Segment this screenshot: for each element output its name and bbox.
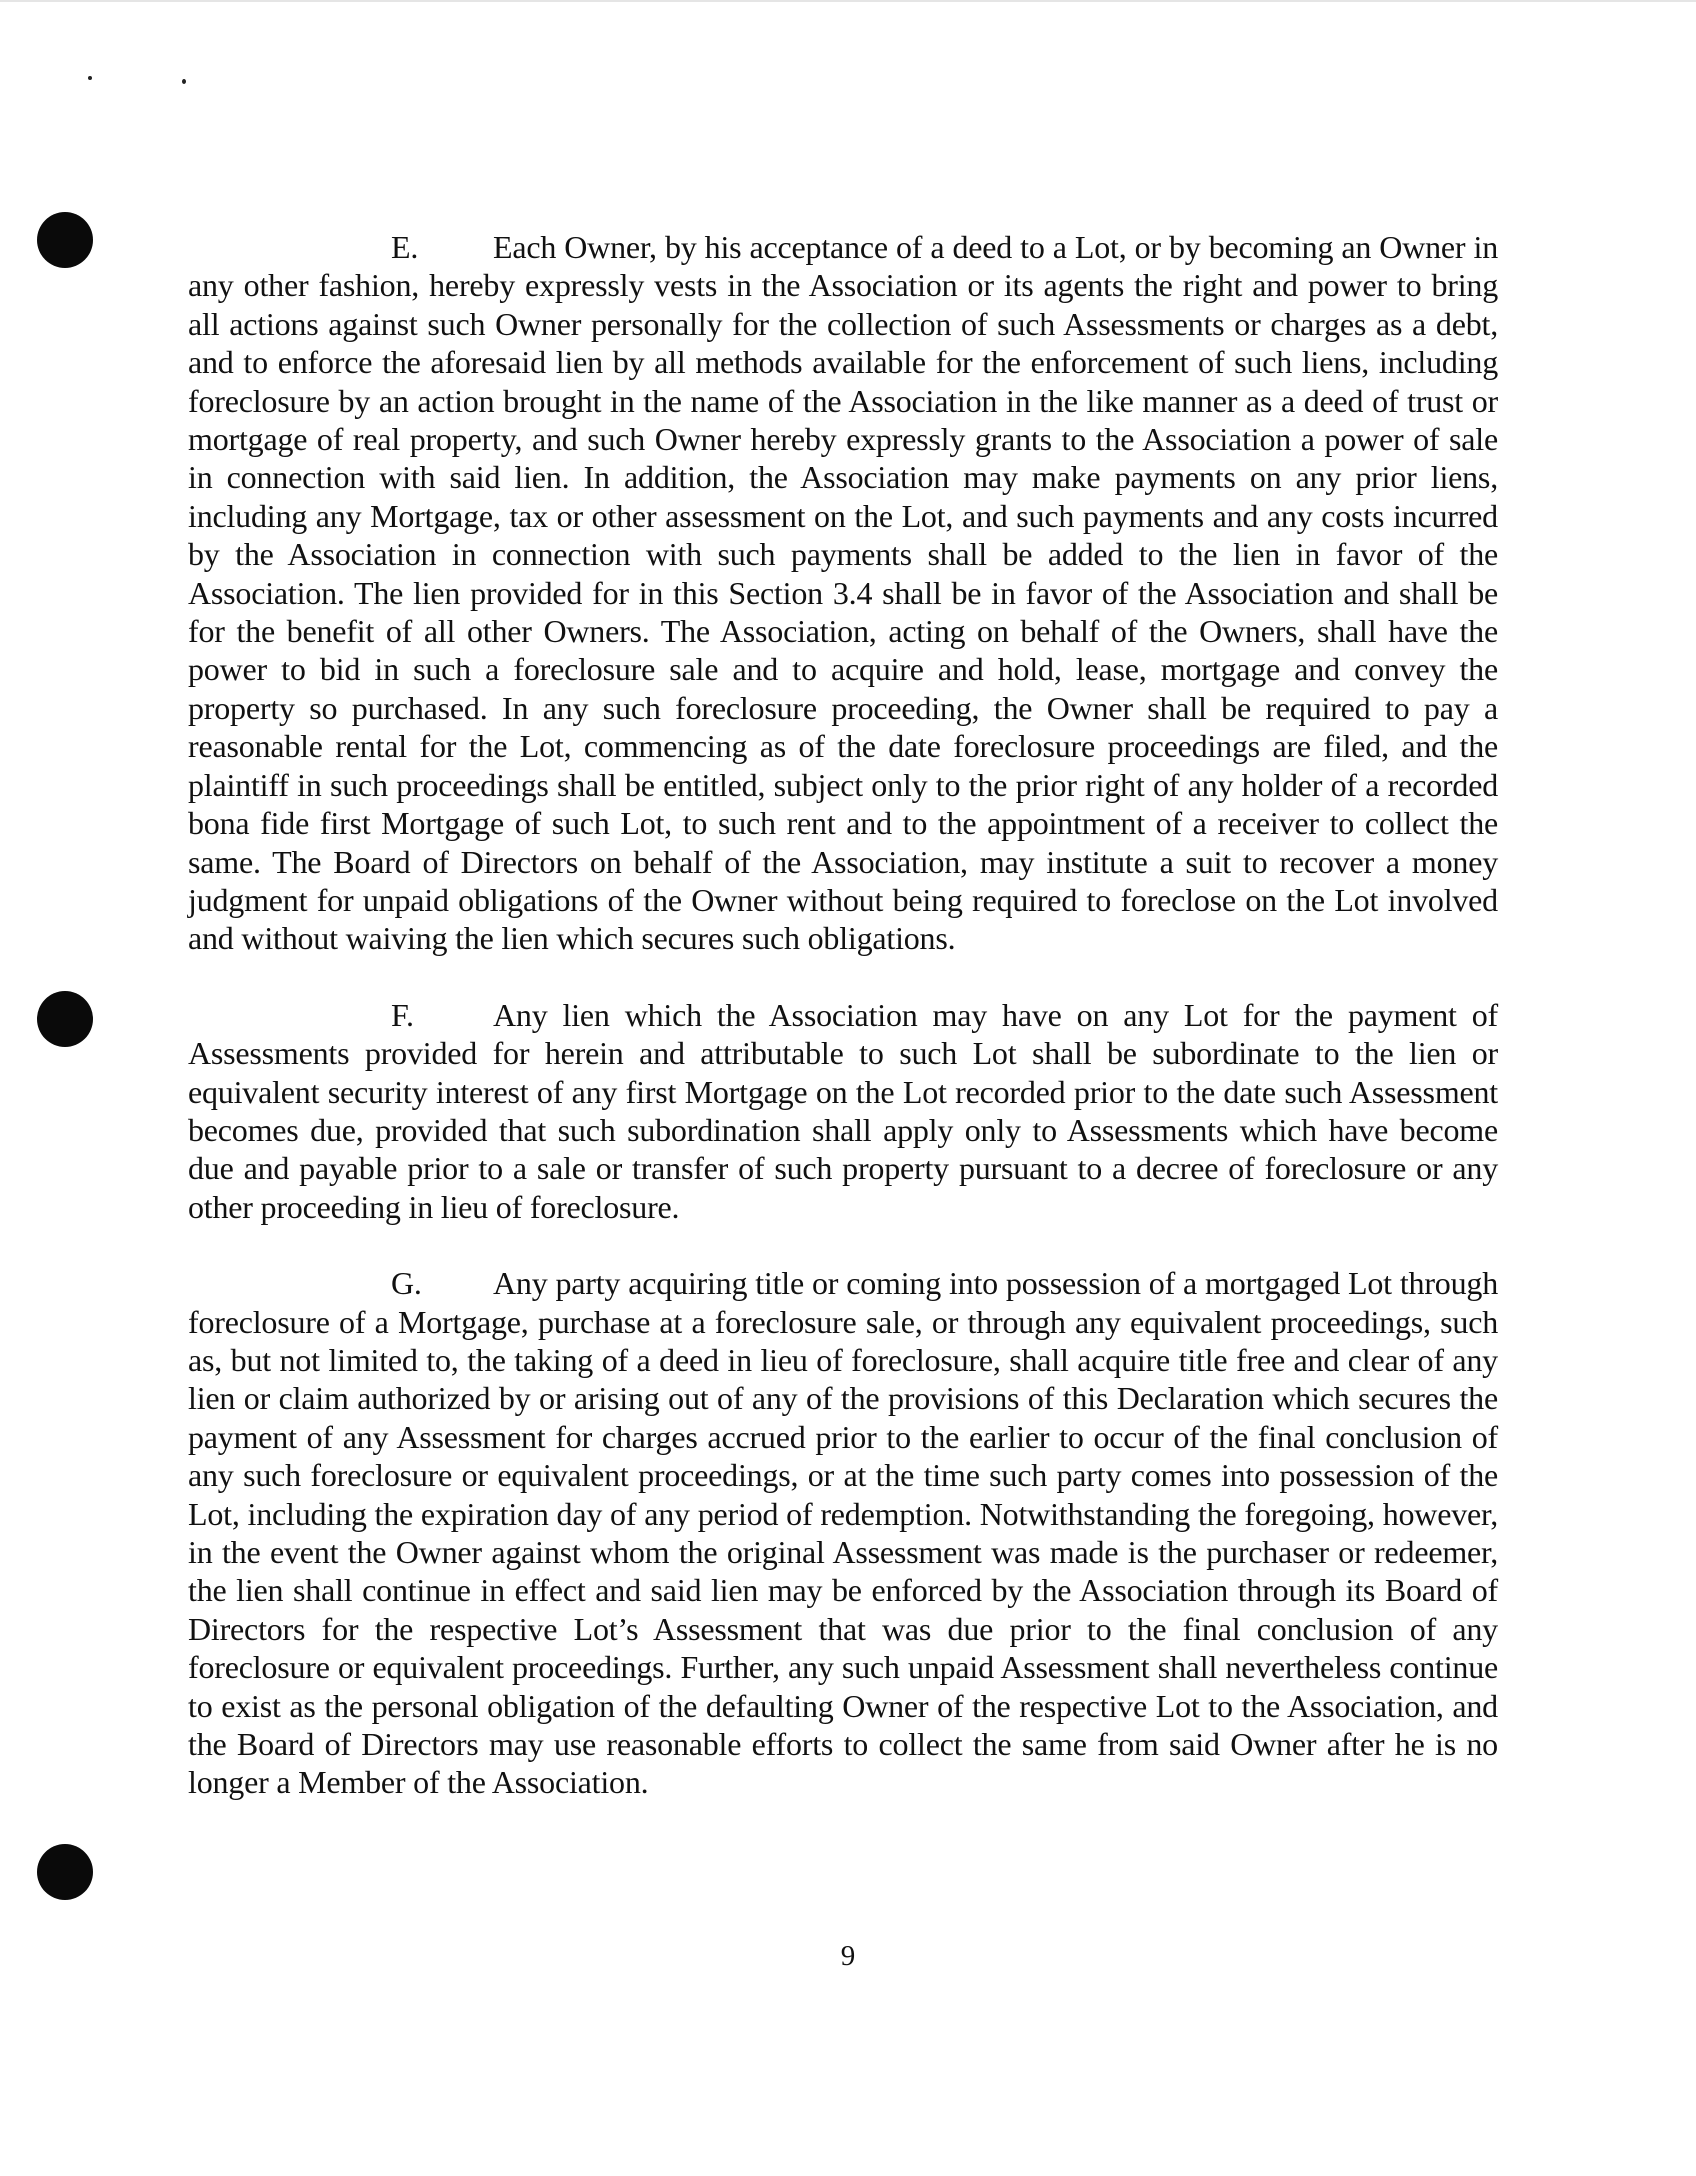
paragraph-g	[188, 1264, 1498, 1802]
paragraph-label: F.	[391, 996, 414, 1033]
page-number: 9	[840, 1940, 856, 1972]
paragraph-text: Any party acquiring title or coming into possession of a mortgaged Lot through foreclosure of a Mortgage, purchase at a foreclosure sale, or through any equivalent proceedings, such as, but not limited to, the taking of a deed in lieu of foreclosure, shall acquire title free and clear of any lien or claim authorized by or arising out of any of the provisions of this Declaration which secures the payment of any Assessment for charges accrued prior to the earlier to occur of the final conclusion of any such foreclosure or equivalent proceedings, or at the time such party comes into possession of the Lot, including the expiration day of any period of redemption. Notwithstanding the foregoing, however, in the event the Owner against whom the original Assessment was made is the purchaser or redeemer, the lien shall continue in effect and said lien may be enforced by the Association through its Board of Directors for the respective Lot’s Assessment that was due prior to the final conclusion of any foreclosure or equivalent proceedings. Further, any such unpaid Assessment shall nevertheless continue to exist as the personal obligation of the defaulting Owner of the respective Lot to the Association, and the Board of Directors may use reasonable efforts to collect the same from said Owner after he is no longer a Member of the Association.	[188, 1265, 1498, 1801]
scan-speck	[88, 76, 92, 80]
paragraph-f	[188, 996, 1498, 1226]
paragraph-label: E.	[391, 229, 419, 265]
paragraph-text: Any lien which the Association may have on any Lot for the payment of Assessments provided for herein and attributable to such Lot shall be subordinate to the lien or equivalent security interest of any first Mortgage on the Lot recorded prior to the date such Assessment becomes due, provided that such subordination shall apply only to Assessments which have become due and payable prior to a sale or transfer of such property pursuant to a decree of foreclosure or any other proceeding in lieu of foreclosure.	[188, 996, 1498, 1225]
scan-edge-line	[0, 0, 1696, 2]
punch-hole	[37, 991, 93, 1047]
punch-hole	[37, 1844, 93, 1900]
scan-speck	[182, 79, 186, 84]
document-body	[188, 228, 1498, 1802]
paragraph-e	[188, 228, 1498, 958]
punch-hole	[37, 212, 93, 268]
paragraph-text: Each Owner, by his acceptance of a deed to a Lot, or by becoming an Owner in any other fashion, hereby expressly vests in the Association or its agents the right and power to bring all actions against such Owner personally for the collection of such Assessments or charges as a debt, and to enforce the aforesaid lien by all methods available for the enforcement of such liens, including foreclosure by an action brought in the name of the Association in the like manner as a deed of trust or mortgage of real property, and such Owner hereby expressly grants to the Association a power of sale in connection with said lien. In addition, the Association may make payments on any prior liens, including any Mortgage, tax or other assessment on the Lot, and such payments and any costs incurred by the Association in connection with such payments shall be added to the lien in favor of the Association. The lien provided for in this Section 3.4 shall be in favor of the Association and shall be for the benefit of all other Owners. The Association, acting on behalf of the Owners, shall have the power to bid in such a foreclosure sale and to acquire and hold, lease, mortgage and convey the property so purchased. In any such foreclosure proceeding, the Owner shall be required to pay a reasonable rental for the Lot, commencing as of the date foreclosure proceedings are filed, and the plaintiff in such proceedings shall be entitled, subject only to the prior right of any holder of a recorded bona fide first Mortgage of such Lot, to such rent and to the appointment of a receiver to collect the same. The Board of Directors on behalf of the Association, may institute a suit to recover a money judgment for unpaid obligations of the Owner without being required to foreclose on the Lot involved and without waiving the lien which secures such obligations.	[188, 229, 1498, 957]
paragraph-label: G.	[391, 1265, 422, 1302]
